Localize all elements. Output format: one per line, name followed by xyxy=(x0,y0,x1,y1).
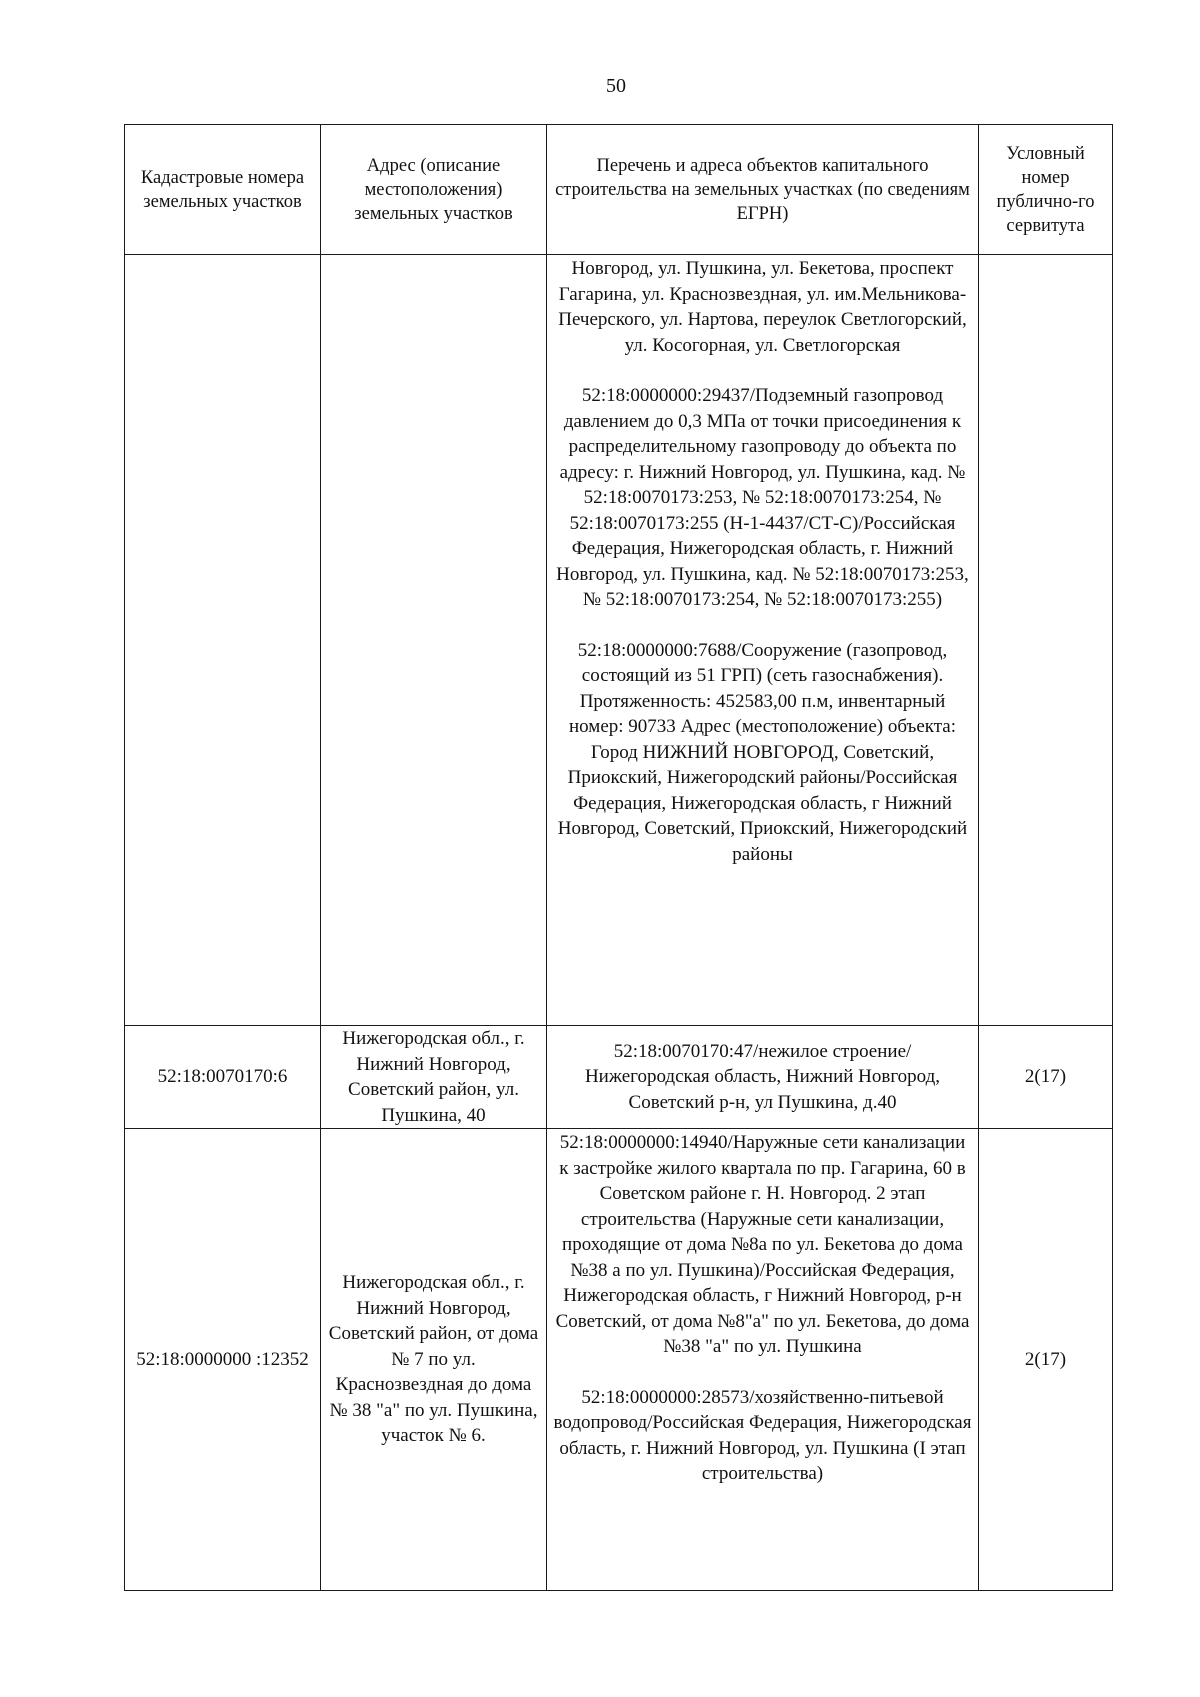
header-cadastral: Кадастровые номера земельных участков xyxy=(125,125,321,255)
object-entry: 52:18:0000000:14940/Наружные сети канализации к застройке жилого квартала по пр. Гагарина, 60 в Советском районе г. Н. Новгород. 2 этап строительства (Наружные сети канализации, проходящие от дома №8а по ул. Бекетова до дома №38 а по ул. Пушкина)/Российская Федерация, Нижегородская область, г Нижний Новгород, р-н Советский, от дома №8"а" по ул. Бекетова, до дома №38 "а" по ул. Пушкина xyxy=(555,1132,970,1357)
object-entry: 52:18:0000000:29437/Подземный газопровод давлением до 0,3 МПа от точки присоединения к распределительному газопроводу до объекта по адресу: г. Нижний Новгород, ул. Пушкина, кад. № 52:18:0070173:253, № 52:18:0070173:254, № 52:18:0070173:255 (Н-1-4437/СТ-С)/Российская Федерация, Нижегородская область, г. Нижний Новгород, ул. Пушкина, кад. № 52:18:0070173:253, № 52:18:0070173:254, № 52:18:0070173:255) xyxy=(556,385,969,610)
cell-servitude xyxy=(979,255,1113,1026)
cell-address: Нижегородская обл., г. Нижний Новгород, Советский район, от дома № 7 по ул. Краснозвездная до дома № 38 "а" по ул. Пушкина, участок № 6. xyxy=(321,1129,547,1591)
cell-cadastral: 52:18:0000000 :12352 xyxy=(125,1129,321,1591)
table-header-row xyxy=(125,125,1113,255)
table-row xyxy=(125,1129,1113,1591)
cell-address: Нижегородская обл., г. Нижний Новгород, Советский район, ул. Пушкина, 40 xyxy=(321,1026,547,1129)
cell-cadastral: 52:18:0070170:6 xyxy=(125,1026,321,1129)
header-servitude: Условный номер публично-го сервитута xyxy=(979,125,1113,255)
object-entry: 52:18:0000000:7688/Сооружение (газопровод, состоящий из 51 ГРП) (сеть газоснабжения). Протяженность: 452583,00 п.м, инвентарный номер: 90733 Адрес (местоположение) объекта: Город НИЖНИЙ НОВГОРОД, Советский, Приокский, Нижегородский районы/Российская Федерация, Нижегородская область, г Нижний Новгород, Советский, Приокский, Нижегородский районы xyxy=(557,639,968,865)
cell-objects xyxy=(547,1129,979,1591)
header-objects: Перечень и адреса объектов капитального строительства на земельных участках (по сведениям ЕГРН) xyxy=(547,125,979,255)
object-entry: 52:18:0000000:28573/хозяйственно-питьевой водопровод/Российская Федерация, Нижегородская область, г. Нижний Новгород, ул. Пушкина (I этап строительства) xyxy=(553,1386,972,1484)
cell-servitude: 2(17) xyxy=(979,1026,1113,1129)
table-row xyxy=(125,1026,1113,1129)
table-row-continuation xyxy=(125,255,1113,1026)
cell-address xyxy=(321,255,547,1026)
servitude-table xyxy=(124,124,1113,1591)
cell-objects xyxy=(547,255,979,1026)
page-number: 50 xyxy=(606,75,626,97)
cell-objects xyxy=(547,1026,979,1129)
cell-cadastral xyxy=(125,255,321,1026)
object-entry: Новгород, ул. Пушкина, ул. Бекетова, проспект Гагарина, ул. Краснозвездная, ул. им.Мельникова-Печерского, ул. Нартова, переулок Светлогорский, ул. Косогорная, ул. Светлогорская xyxy=(558,258,967,356)
cell-servitude: 2(17) xyxy=(979,1129,1113,1591)
header-address: Адрес (описание местоположения) земельных участков xyxy=(321,125,547,255)
object-entry: 52:18:0070170:47/нежилое строение/Нижегородская область, Нижний Новгород, Советский р-н, ул Пушкина, д.40 xyxy=(584,1040,941,1113)
